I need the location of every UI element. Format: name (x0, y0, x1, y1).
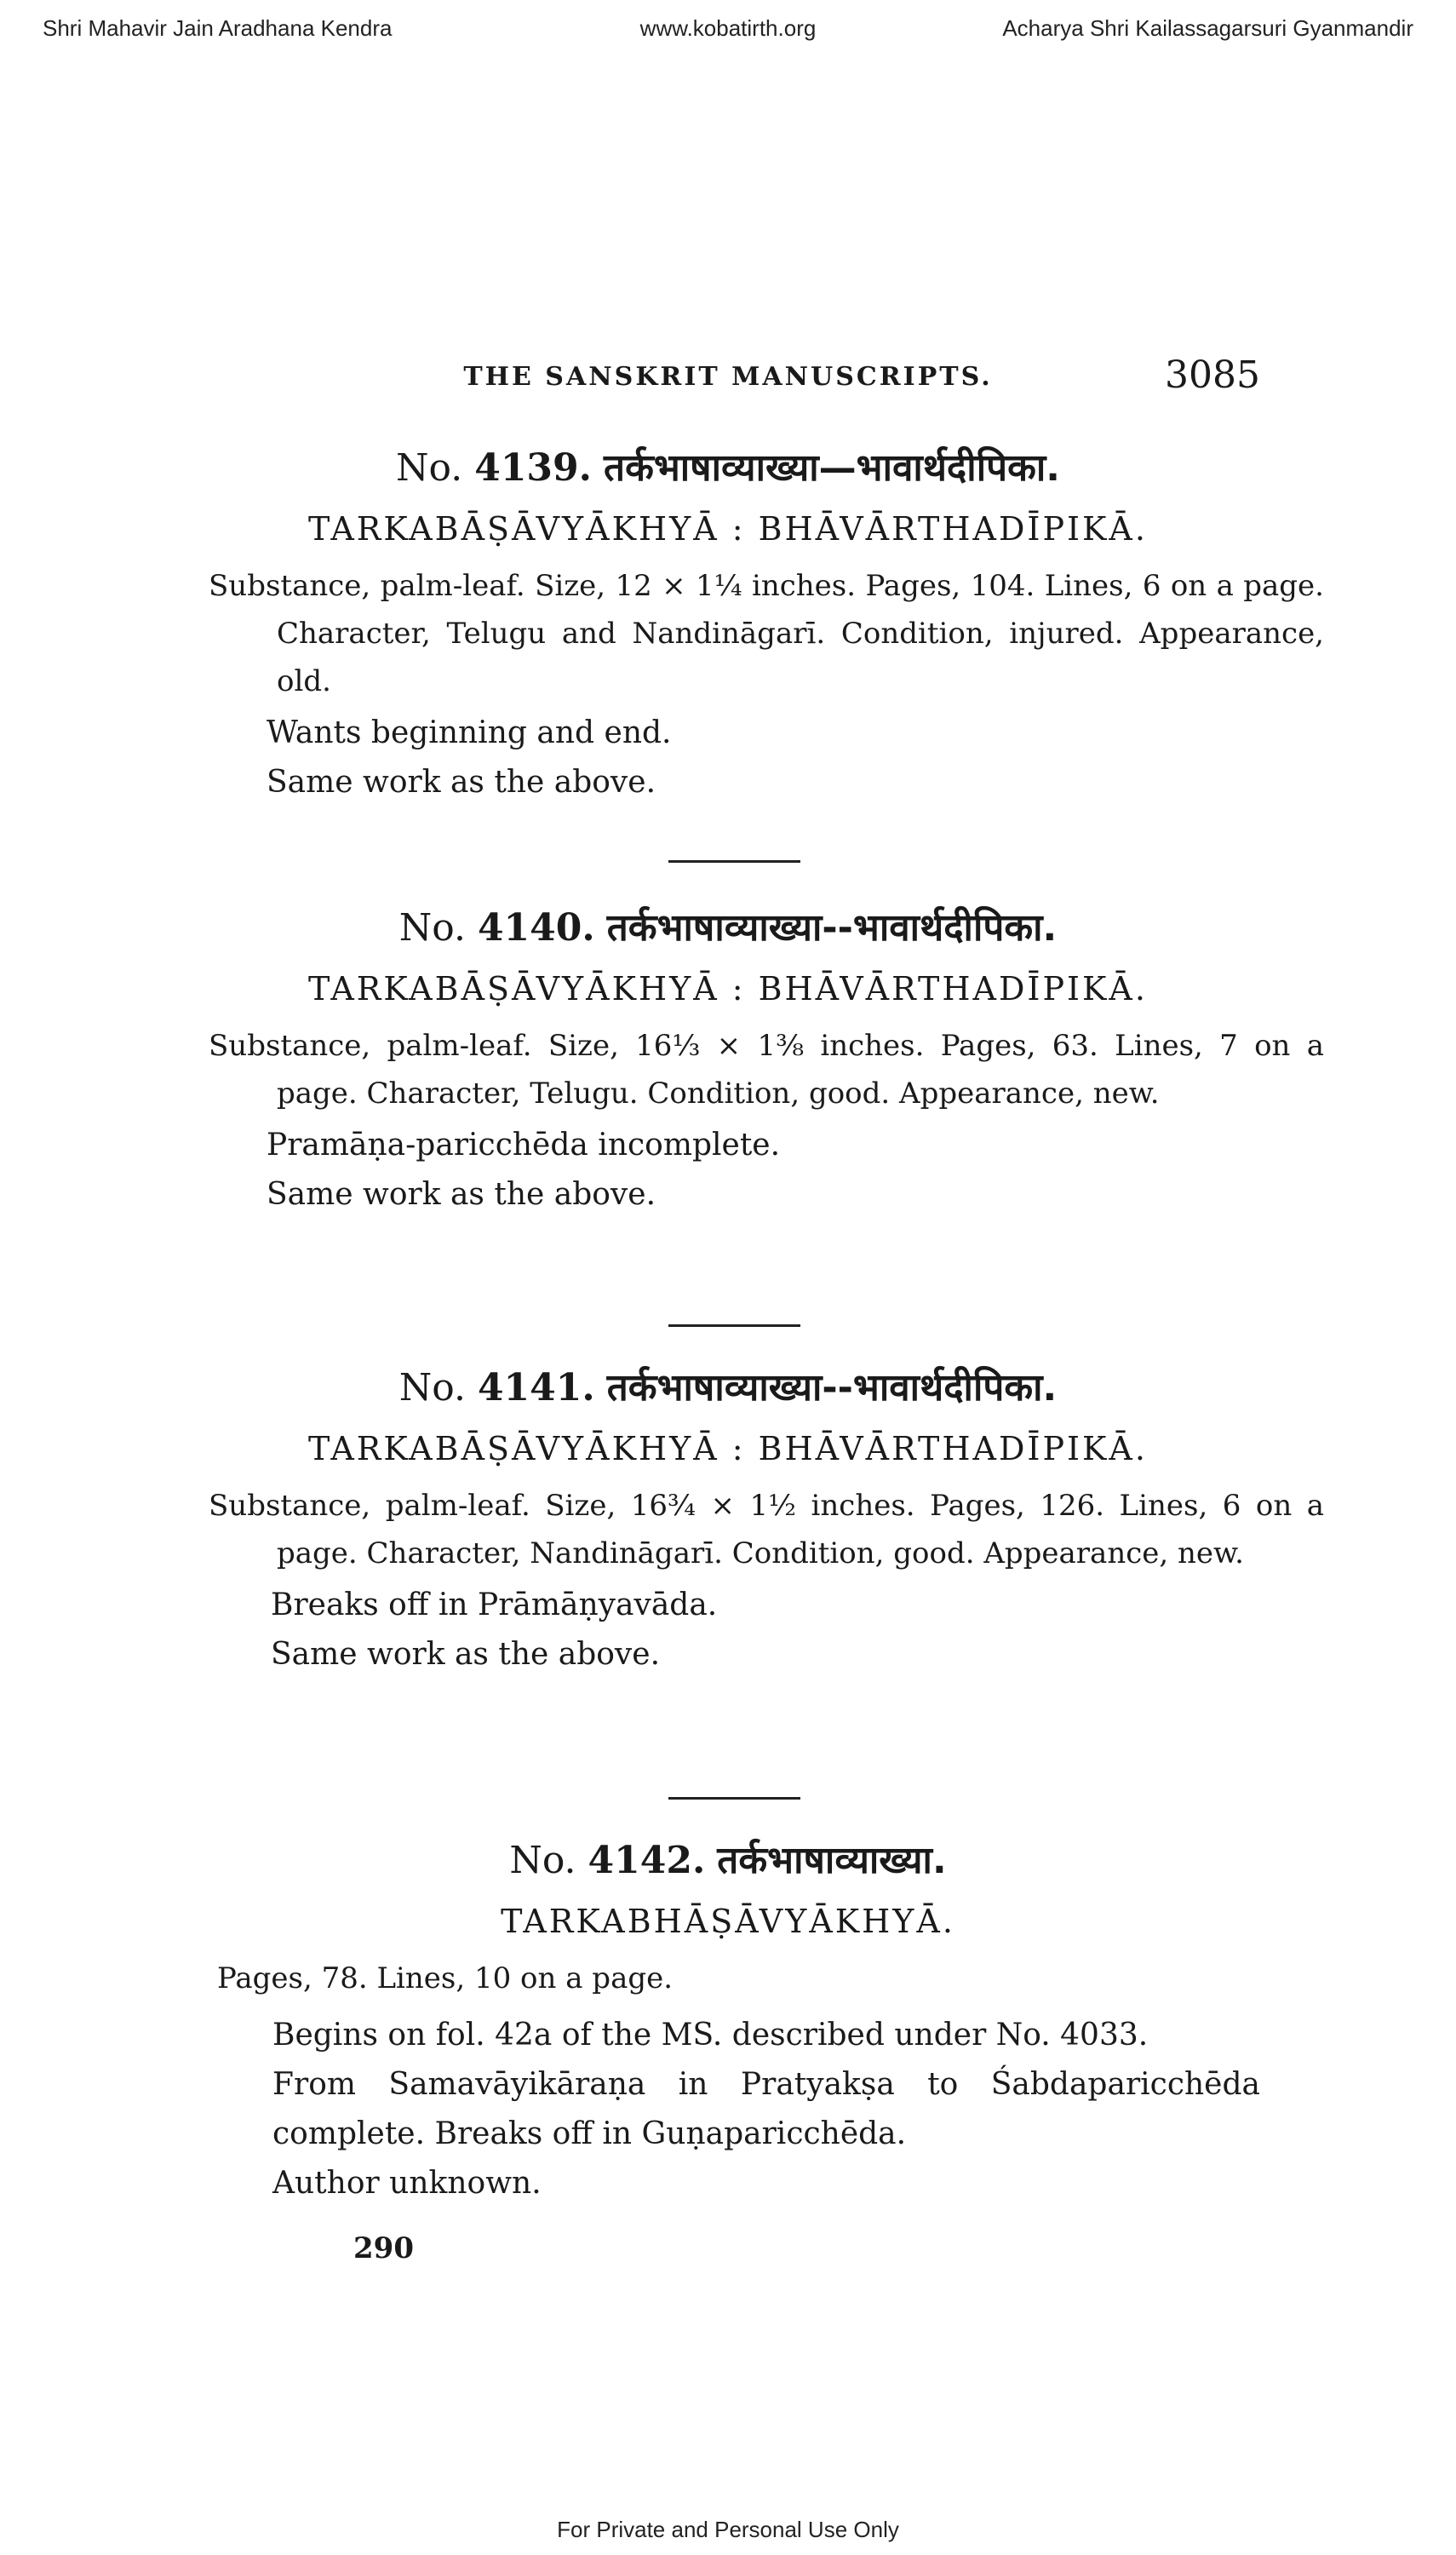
entry-transliteration: TARKABHĀṢĀVYĀKHYĀ. (501, 1903, 955, 1940)
header-left-text: Shri Mahavir Jain Aradhana Kendra (43, 15, 393, 41)
entry-note: Same work as the above. (271, 1637, 661, 1672)
entry-note: Breaks off in Prāmāṇyavāda. (271, 1588, 718, 1622)
entry-number: 4139. (474, 446, 592, 490)
entry-heading (0, 1835, 1456, 1886)
signature-mark: 290 (353, 2231, 414, 2265)
catalog-entry (0, 1363, 1456, 1679)
catalog-entry (0, 903, 1456, 1220)
entry-transliteration: TARKABĀṢĀVYĀKHYĀ : BHĀVĀRTHADĪPIKĀ. (308, 1430, 1148, 1467)
entry-transliteration: TARKABĀṢĀVYĀKHYĀ : BHĀVĀRTHADĪPIKĀ. (308, 970, 1148, 1008)
entry-number: 4140. (477, 906, 595, 950)
header-right-text: Acharya Shri Kailassagarsuri Gyanmandir (1002, 15, 1413, 41)
entry-devanagari-title: तर्कभाषाव्याख्या--भावार्थदीपिका. (606, 1366, 1058, 1410)
entry-description: Pages, 78. Lines, 10 on a page. (217, 1961, 674, 1995)
entry-no-label: No. (509, 1839, 576, 1882)
entry-no-label: No. (396, 446, 463, 490)
page-number: 3085 (1165, 353, 1260, 397)
entry-transliteration: TARKABĀṢĀVYĀKHYĀ : BHĀVĀRTHADĪPIKĀ. (308, 510, 1148, 548)
entry-devanagari-title: तर्कभाषाव्याख्या. (717, 1839, 947, 1882)
entry-no-label: No. (398, 1366, 466, 1410)
section-divider (668, 1324, 800, 1327)
entry-note (217, 2060, 1260, 2159)
entry-note-text: From Samavāyikāraṇa in Pratyakṣa to Śabdaparicchēda complete. Breaks off in Guṇaparicchēda. (272, 2067, 1260, 2151)
entry-heading (0, 903, 1456, 954)
entry-heading (0, 443, 1456, 494)
entry-note: Begins on fol. 42a of the MS. described under No. 4033. (272, 2018, 1149, 2053)
running-head-title: THE SANSKRIT MANUSCRIPTS. (463, 362, 993, 392)
page-footer: For Private and Personal Use Only (557, 2517, 899, 2542)
entry-note: Wants beginning and end. (267, 715, 672, 750)
header-center-url[interactable]: www.kobatirth.org (639, 15, 817, 41)
entry-description: Substance, palm-leaf. Size, 16¾ × 1½ inches. Pages, 126. Lines, 6 on a page. Character, Nandināgarī. Condition, good. Appearance, new. (209, 1489, 1324, 1570)
entry-number: 4141. (477, 1366, 595, 1410)
section-divider (668, 860, 800, 863)
entry-description: Substance, palm-leaf. Size, 16⅓ × 1⅜ inches. Pages, 63. Lines, 7 on a page. Character, Telugu. Condition, good. Appearance, new. (209, 1029, 1324, 1111)
site-header (0, 0, 1456, 60)
section-divider (668, 1797, 800, 1800)
entry-description: Substance, palm-leaf. Size, 12 × 1¼ inches. Pages, 104. Lines, 6 on a page. Character, Telugu and Nandināgarī. Condition, injured. Appearance, old. (209, 569, 1324, 698)
entry-note: Same work as the above. (267, 1177, 656, 1212)
entry-devanagari-title: तर्कभाषाव्याख्या—भावार्थदीपिका. (603, 446, 1060, 490)
entry-note: Pramāṇa-paricchēda incomplete. (267, 1128, 781, 1163)
entry-devanagari-title: तर्कभाषाव्याख्या--भावार्थदीपिका. (606, 906, 1058, 950)
entry-note: Same work as the above. (267, 765, 656, 800)
catalog-entry (0, 1835, 1456, 2208)
entry-no-label: No. (398, 906, 466, 950)
entry-heading (0, 1363, 1456, 1414)
catalog-entry (0, 443, 1456, 807)
entry-number: 4142. (588, 1839, 706, 1882)
entry-note: Author unknown. (272, 2166, 542, 2201)
